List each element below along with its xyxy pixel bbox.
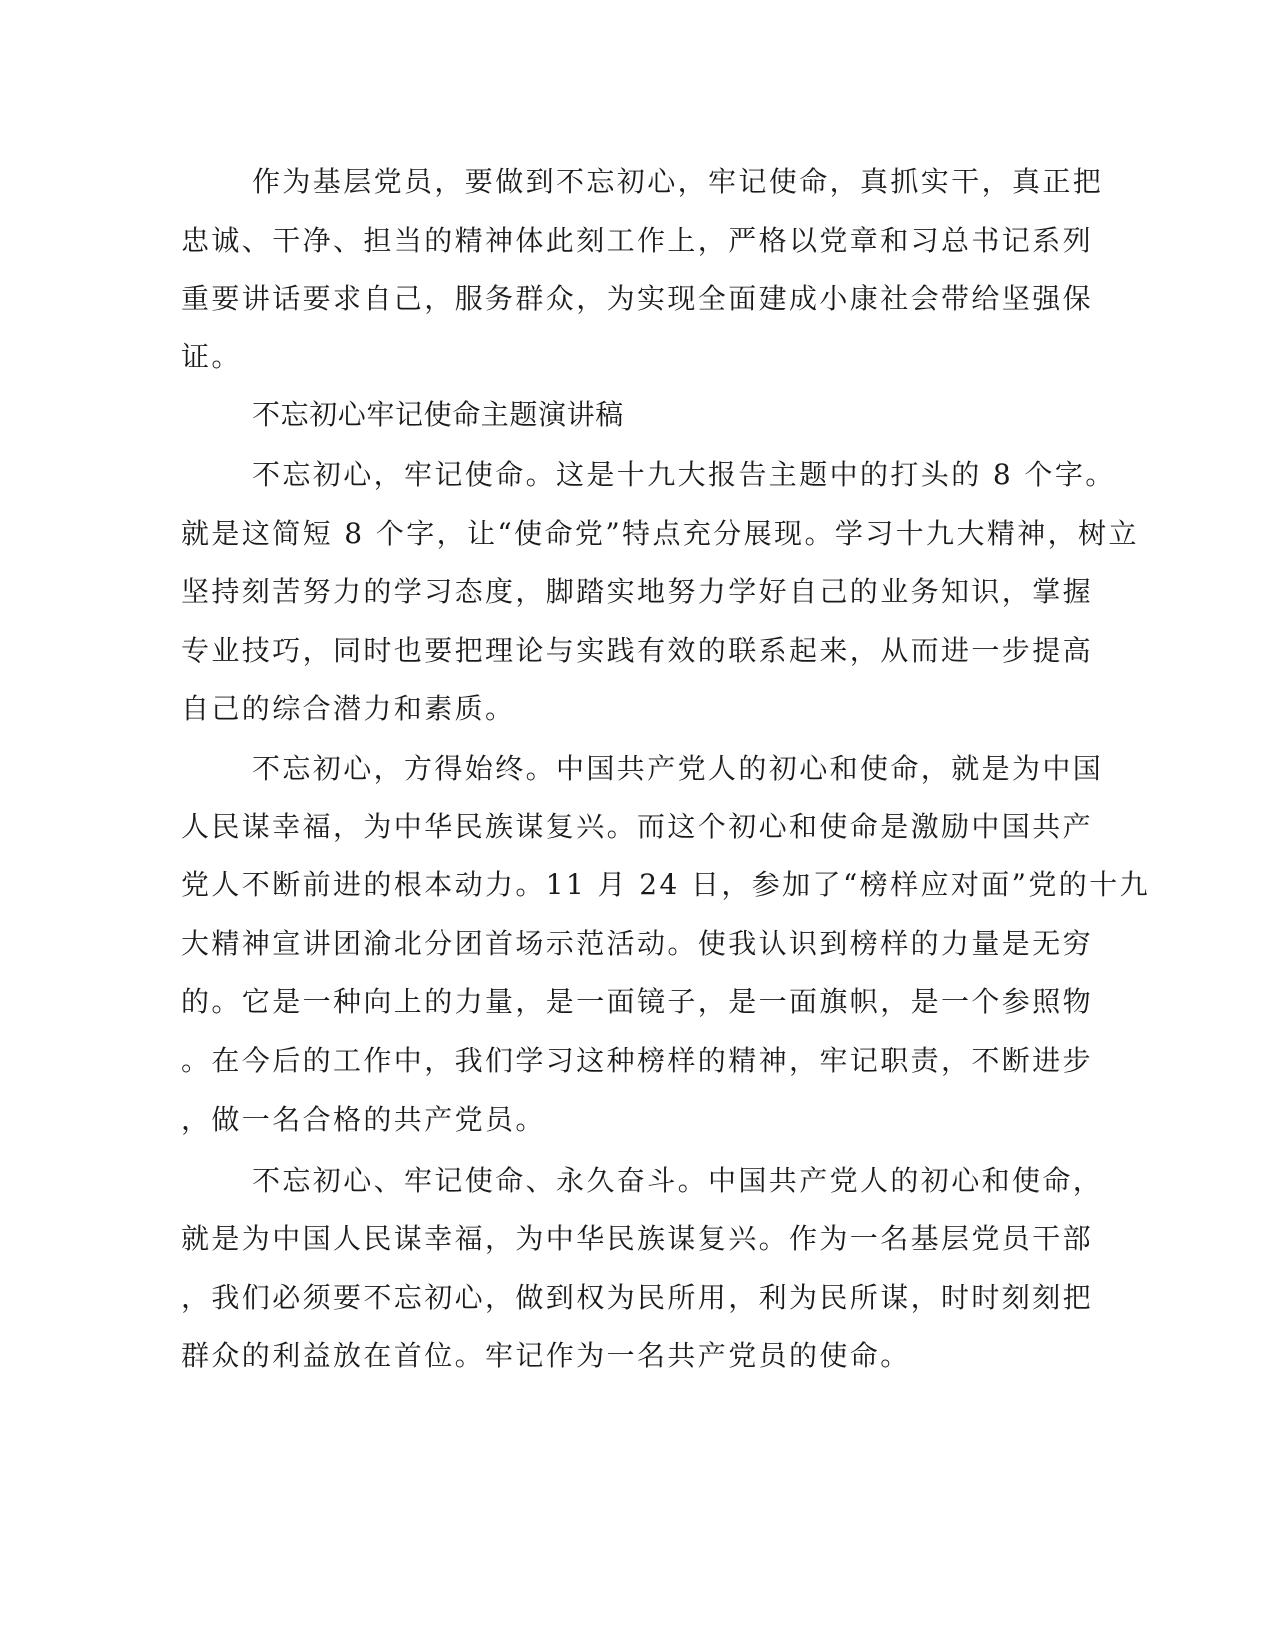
text-line: 群众的利益放在首位。牢记作为一名共产党员的使命。 (181, 1339, 911, 1372)
text-line: 证。 (181, 340, 242, 373)
text-line: 不忘初心，方得始终。中国共产党人的初心和使命，就是为中国 (252, 752, 1104, 785)
section-title: 不忘初心牢记使命主题演讲稿 (252, 398, 624, 431)
text-line: 人民谋幸福，为中华民族谋复兴。而这个初心和使命是激励中国共产 (181, 810, 1094, 843)
text-line: 专业技巧，同时也要把理论与实践有效的联系起来，从而进一步提高 (181, 634, 1094, 667)
text-line: 坚持刻苦努力的学习态度，脚踏实地努力学好自己的业务知识，掌握 (181, 575, 1094, 608)
text-line: 大精神宣讲团渝北分团首场示范活动。使我认识到榜样的力量是无穷 (181, 927, 1094, 960)
text-line: 作为基层党员，要做到不忘初心，牢记使命，真抓实干，真正把 (252, 165, 1104, 198)
text-line: 忠诚、干净、担当的精神体此刻工作上，严格以党章和习总书记系列 (181, 224, 1094, 257)
text-line: 。在今后的工作中，我们学习这种榜样的精神，牢记职责，不断进步 (181, 1044, 1094, 1077)
text-line: 就是为中国人民谋幸福，为中华民族谋复兴。作为一名基层党员干部 (181, 1222, 1094, 1255)
text-line: ，我们必须要不忘初心，做到权为民所用，利为民所谋，时时刻刻把 (181, 1281, 1094, 1314)
text-line: 的。它是一种向上的力量，是一面镜子，是一面旗帜，是一个参照物 (181, 985, 1094, 1018)
text-line: 党人不断前进的根本动力。11 月 24 日，参加了“榜样应对面”党的十九 (181, 868, 1150, 901)
text-line: 不忘初心、牢记使命、永久奋斗。中国共产党人的初心和使命， (252, 1164, 1104, 1197)
text-line: ，做一名合格的共产党员。 (181, 1103, 546, 1136)
text-line: 不忘初心，牢记使命。这是十九大报告主题中的打头的 8 个字。 (252, 458, 1116, 491)
text-line: 重要讲话要求自己，服务群众，为实现全面建成小康社会带给坚强保 (181, 282, 1094, 315)
text-line: 就是这简短 8 个字，让“使命党”特点充分展现。学习十九大精神，树立 (181, 517, 1139, 550)
text-line: 自己的综合潜力和素质。 (181, 692, 516, 725)
